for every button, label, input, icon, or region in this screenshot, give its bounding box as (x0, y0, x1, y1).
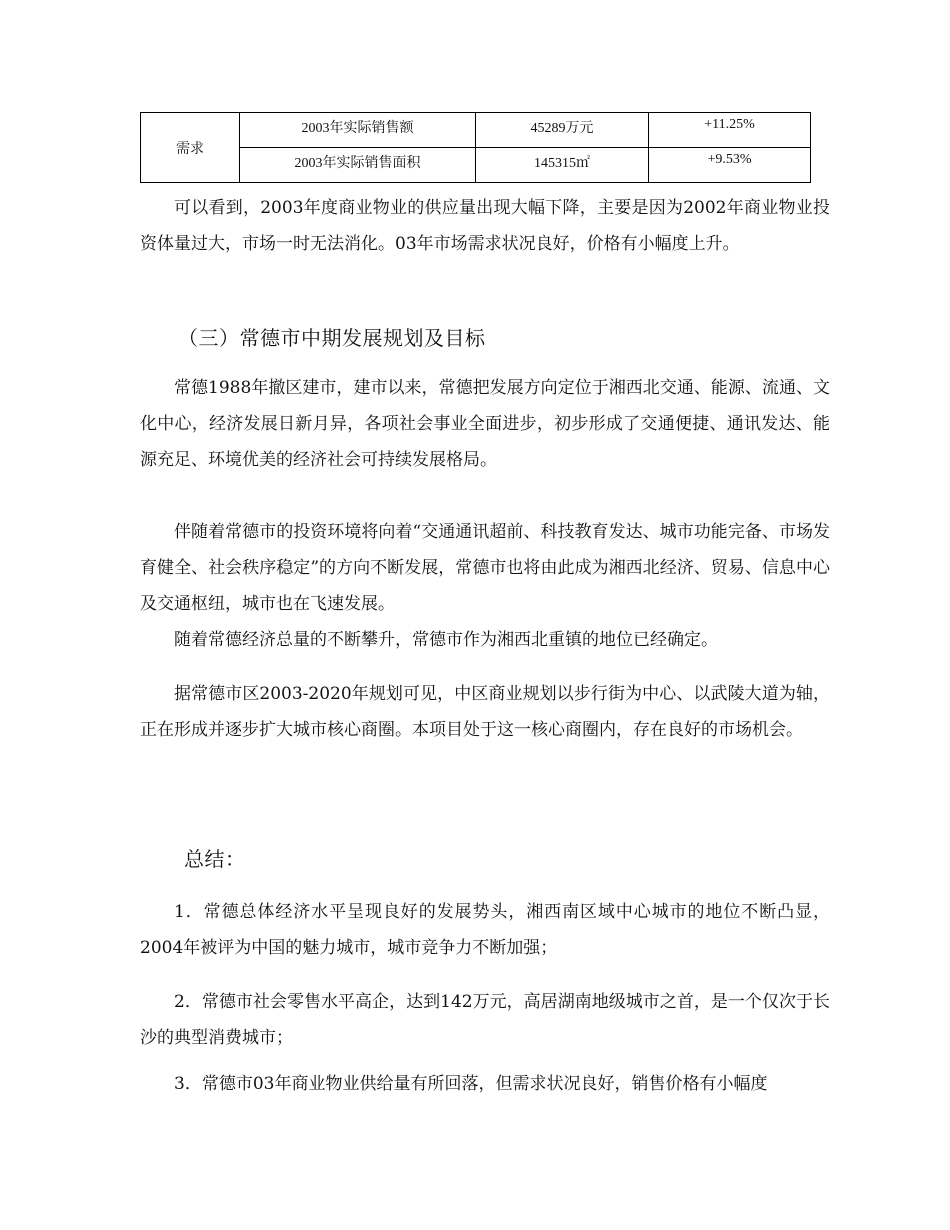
paragraph-supply-analysis: 可以看到，2003年度商业物业的供应量出现大幅下降，主要是因为2002年商业物业投资体量过大，市场一时无法消化。03年市场需求状况良好，价格有小幅度上升。 (140, 198, 830, 254)
table-cell-change: +9.53% (649, 148, 811, 183)
table-cell-value: 145315㎡ (476, 148, 649, 183)
table-cell-value: 45289万元 (476, 113, 649, 148)
table-cell-label: 2003年实际销售额 (240, 113, 476, 148)
demand-table (140, 112, 811, 183)
table-row (141, 148, 811, 183)
table-row (141, 113, 811, 148)
paragraph-investment-environment: 伴随着常德市的投资环境将向着“交通通讯超前、科技教育发达、城市功能完备、市场发育健全、社会秩序稳定”的方向不断发展，常德市也将由此成为湘西北经济、贸易、信息中心及交通枢纽，城市也在飞速发展。 (140, 522, 830, 614)
table-cell-change: +11.25% (649, 113, 811, 148)
paragraph-economic-status: 随着常德经济总量的不断攀升，常德市作为湘西北重镇的地位已经确定。 (174, 630, 718, 650)
table-row-header: 需求 (141, 113, 240, 183)
paragraph-commercial-plan: 据常德市区2003-2020年规划可见，中区商业规划以步行街为中心、以武陵大道为轴，正在形成并逐步扩大城市核心商圈。本项目处于这一核心商圈内，存在良好的市场机会。 (140, 684, 830, 740)
table-cell-label: 2003年实际销售面积 (240, 148, 476, 183)
summary-item-1: 1．常德总体经济水平呈现良好的发展势头，湘西南区域中心城市的地位不断凸显，2004年被评为中国的魅力城市，城市竞争力不断加强； (140, 902, 830, 958)
paragraph-city-history: 常德1988年撤区建市，建市以来，常德把发展方向定位于湘西北交通、能源、流通、文化中心，经济发展日新月异，各项社会事业全面进步，初步形成了交通便捷、通讯发达、能源充足、环境优美的经济社会可持续发展格局。 (140, 378, 830, 470)
summary-heading: 总结： (184, 847, 246, 871)
section-heading: （三）常德市中期发展规划及目标 (178, 326, 486, 350)
summary-item-2: 2．常德市社会零售水平高企，达到142万元，高居湖南地级城市之首，是一个仅次于长沙的典型消费城市； (140, 992, 830, 1048)
summary-item-3: 3．常德市03年商业物业供给量有所回落，但需求状况良好，销售价格有小幅度 (174, 1074, 768, 1094)
